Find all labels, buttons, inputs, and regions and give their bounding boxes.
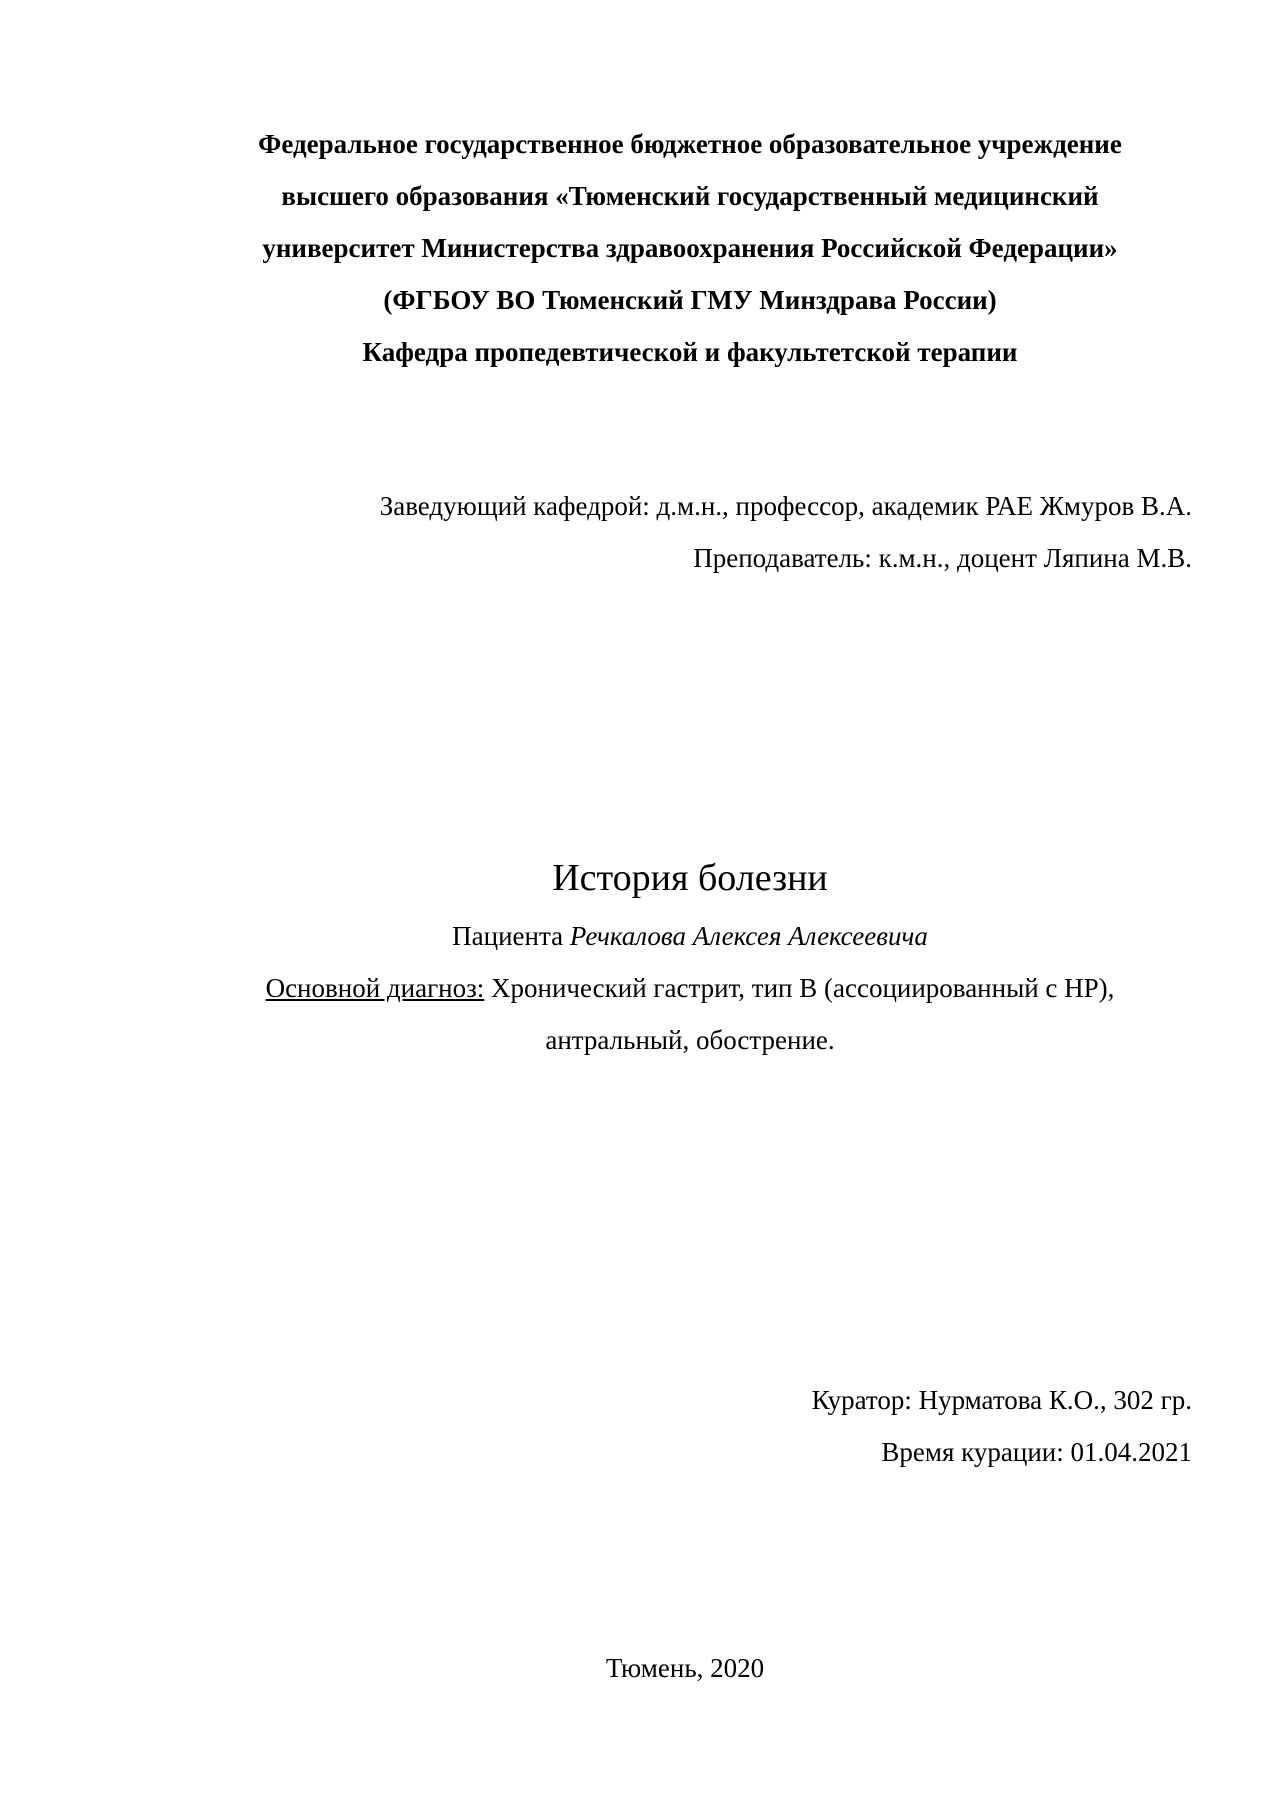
department-name: Кафедра пропедевтической и факультетской терапии xyxy=(362,337,1018,367)
header-line: (ФГБОУ ВО Тюменский ГМУ Минздрава России) xyxy=(383,285,997,315)
curator-name: Куратор: Нурматова К.О., 302 гр. xyxy=(811,1385,1192,1415)
diagnosis-line xyxy=(180,962,1200,1014)
department-head: Заведующий кафедрой: д.м.н., профессор, академик РАЕ Жмуров В.А. xyxy=(379,491,1192,521)
staff-block xyxy=(380,480,1192,584)
diagnosis-continuation: антральный, обострение. xyxy=(545,1025,835,1055)
teacher: Преподаватель: к.м.н., доцент Ляпина М.В. xyxy=(693,543,1192,573)
header-line: университет Министерства здравоохранения Российской Федерации» xyxy=(262,233,1118,263)
diagnosis-text: Хронический гастрит, тип В (ассоциированный с НР), xyxy=(484,973,1115,1003)
header-line: высшего образования «Тюменский государственный медицинский xyxy=(281,181,1099,211)
curation-period: Время курации: 01.04.2021 xyxy=(881,1437,1192,1467)
diagnosis-label: Основной диагноз: xyxy=(265,973,485,1003)
city-year: Тюмень, 2020 xyxy=(605,1653,765,1683)
curator-block xyxy=(812,1374,1192,1478)
patient-name: Речкалова Алексея Алексеевича xyxy=(569,921,928,951)
header-line: Федеральное государственное бюджетное образовательное учреждение xyxy=(258,129,1122,159)
title-block xyxy=(180,848,1200,1066)
document-title: История болезни xyxy=(552,857,828,899)
patient-prefix: Пациента xyxy=(452,921,570,951)
patient-line xyxy=(180,910,1200,962)
institution-header xyxy=(200,118,1180,378)
